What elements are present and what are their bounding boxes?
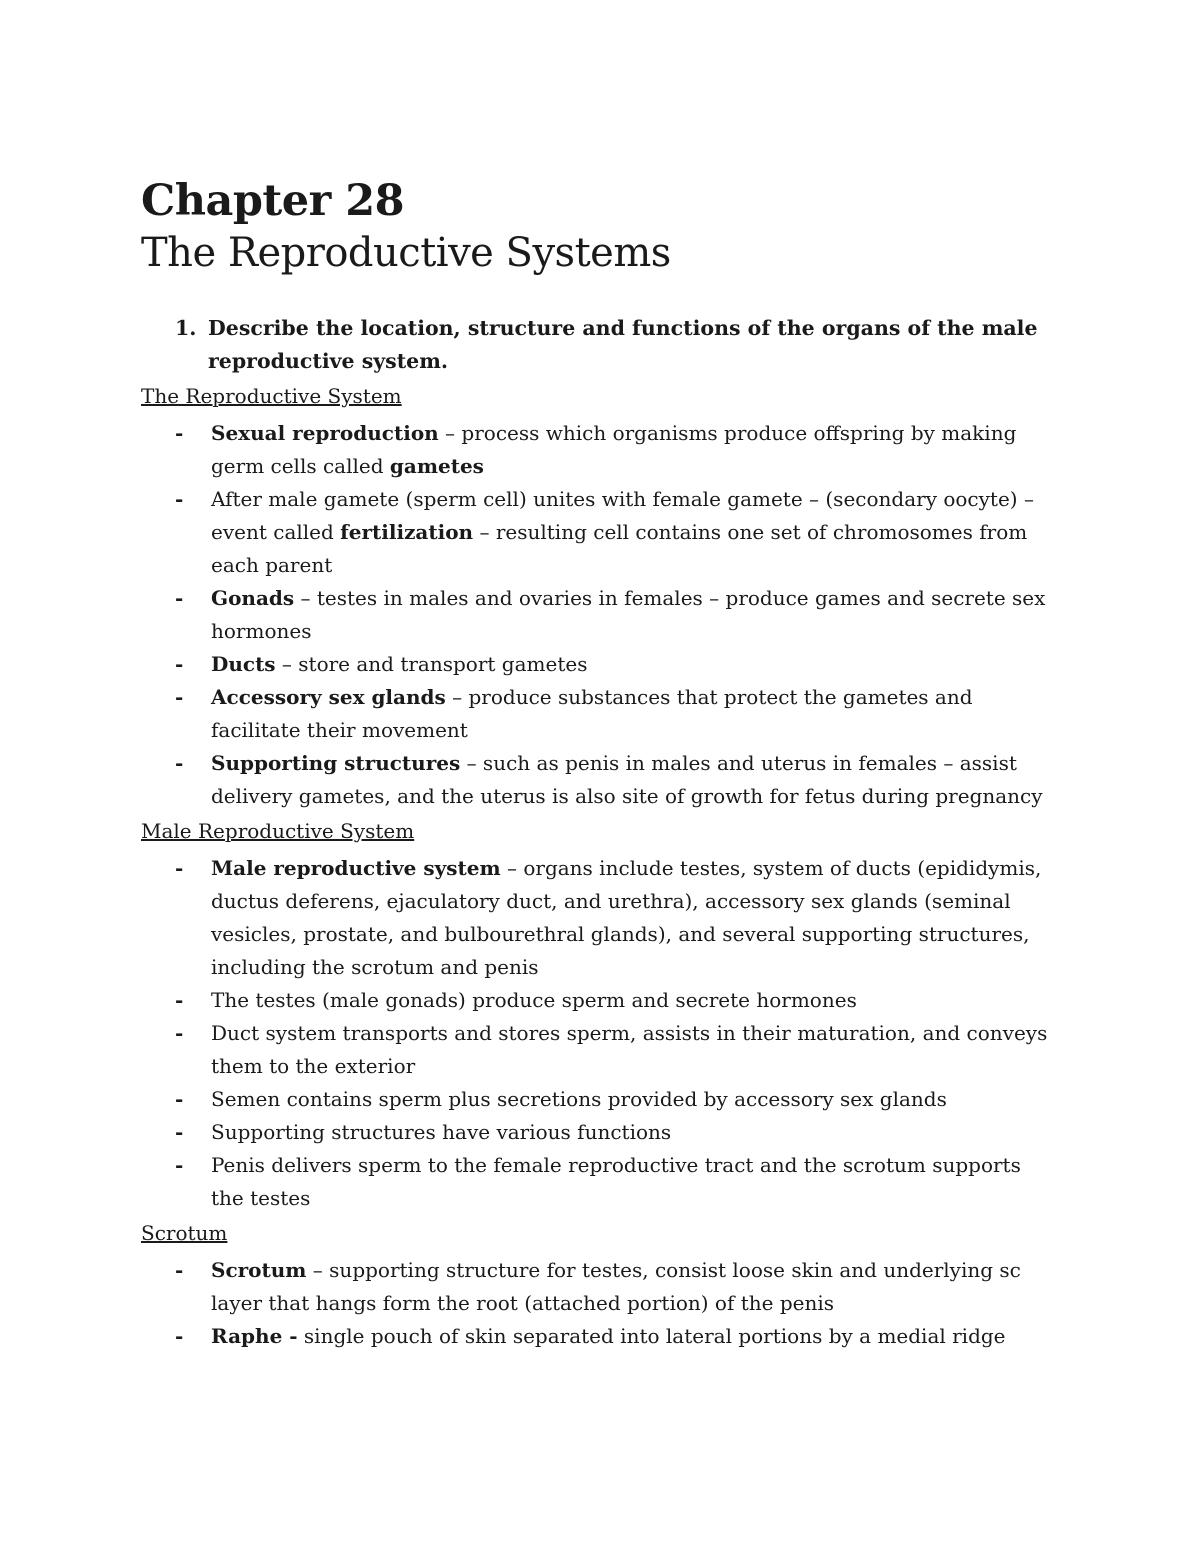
bullet-list: [141, 1254, 1061, 1353]
item-text: Supporting structures have various functions: [211, 1120, 672, 1144]
item-text: Penis delivers sperm to the female reproductive tract and the scrotum supports the testes: [211, 1153, 1021, 1210]
list-item: [141, 417, 1061, 483]
list-item-body: [211, 1149, 1051, 1215]
bold-term: Gonads: [211, 586, 295, 610]
item-text: Semen contains sperm plus secretions provided by accessory sex glands: [211, 1087, 947, 1111]
bullet-dash: -: [175, 487, 184, 511]
list-item-body: [211, 681, 1051, 747]
list-item-body: [211, 582, 1051, 648]
bullet-dash: -: [175, 685, 184, 709]
bullet-dash: -: [175, 856, 184, 880]
bold-term: Ducts: [211, 652, 276, 676]
item-text: – produce substances that protect the gametes and facilitate their movement: [211, 685, 973, 742]
list-item: [141, 1017, 1061, 1083]
list-item: [141, 852, 1061, 984]
list-item: [141, 747, 1061, 813]
list-item: [141, 582, 1061, 648]
item-text: Duct system transports and stores sperm, assists in their maturation, and conveys them to the exterior: [211, 1021, 1048, 1078]
list-item-body: [211, 747, 1051, 813]
learning-objective: [141, 312, 1061, 378]
list-item: [141, 1320, 1061, 1353]
list-item-body: [211, 852, 1051, 984]
bullet-dash: -: [175, 1021, 184, 1045]
list-item-body: [211, 1320, 1051, 1353]
list-item: [141, 681, 1061, 747]
bold-term: Sexual reproduction: [211, 421, 439, 445]
item-text: After male gamete (sperm cell) unites with female gamete – (secondary oocyte) – event called: [211, 487, 1034, 544]
section-heading: The Reproductive System: [141, 384, 402, 408]
section-heading: Scrotum: [141, 1221, 228, 1245]
objective-number: 1.: [175, 316, 197, 340]
list-item: [141, 1254, 1061, 1320]
bold-term: Accessory sex glands: [211, 685, 446, 709]
list-item: [141, 1149, 1061, 1215]
item-text: The testes (male gonads) produce sperm and secrete hormones: [211, 988, 857, 1012]
list-item: [141, 648, 1061, 681]
bullet-list: [141, 417, 1061, 813]
chapter-title: Chapter 28: [141, 176, 405, 226]
bullet-dash: -: [175, 1258, 184, 1282]
bullet-dash: -: [175, 586, 184, 610]
bold-term: Supporting structures: [211, 751, 461, 775]
list-item-body: [211, 984, 1051, 1017]
list-item: [141, 1116, 1061, 1149]
list-item-body: [211, 1083, 1051, 1116]
list-item: [141, 984, 1061, 1017]
item-text: – supporting structure for testes, consist loose skin and underlying sc layer that hangs form the root (attached portion) of the penis: [211, 1258, 1021, 1315]
bold-term: Male reproductive system: [211, 856, 501, 880]
item-text: single pouch of skin separated into lateral portions by a medial ridge: [297, 1324, 1006, 1348]
chapter-subtitle: The Reproductive Systems: [141, 230, 671, 276]
notes-sections: [141, 380, 1061, 1353]
item-text: – organs include testes, system of ducts (epididymis, ductus deferens, ejaculatory duct, and urethra), accessory sex glands (seminal vesicles, prostate, and bulbourethral glands), and several supporting structures, including the scrotum and penis: [211, 856, 1042, 979]
bullet-dash: -: [175, 421, 184, 445]
bullet-dash: -: [175, 988, 184, 1012]
list-item-body: [211, 483, 1051, 582]
bullet-dash: -: [175, 1153, 184, 1177]
bullet-list: [141, 852, 1061, 1215]
item-text: – such as penis in males and uterus in females – assist delivery gametes, and the uterus is also site of growth for fetus during pregnancy: [211, 751, 1043, 808]
bullet-dash: -: [175, 1324, 184, 1348]
item-text: – process which organisms produce offspring by making germ cells called: [211, 421, 1017, 478]
list-item-body: [211, 1017, 1051, 1083]
list-item-body: [211, 648, 1051, 681]
bullet-dash: -: [175, 751, 184, 775]
section-heading: Male Reproductive System: [141, 819, 415, 843]
item-text: – store and transport gametes: [275, 652, 588, 676]
item-text: – testes in males and ovaries in females – produce games and secrete sex hormones: [211, 586, 1046, 643]
bullet-dash: -: [175, 1120, 184, 1144]
bold-term: Scrotum: [211, 1258, 307, 1282]
bold-term: fertilization: [340, 520, 474, 544]
list-item-body: [211, 1116, 1051, 1149]
bullet-dash: -: [175, 652, 184, 676]
list-item: [141, 483, 1061, 582]
item-text: – resulting cell contains one set of chromosomes from each parent: [211, 520, 1028, 577]
document-page: [141, 176, 1061, 1353]
list-item-body: [211, 1254, 1051, 1320]
bold-term: Raphe -: [211, 1324, 298, 1348]
list-item-body: [211, 417, 1051, 483]
bold-term: gametes: [389, 454, 484, 478]
objective-text: Describe the location, structure and functions of the organs of the male reproductive system.: [208, 316, 1038, 373]
bullet-dash: -: [175, 1087, 184, 1111]
list-item: [141, 1083, 1061, 1116]
